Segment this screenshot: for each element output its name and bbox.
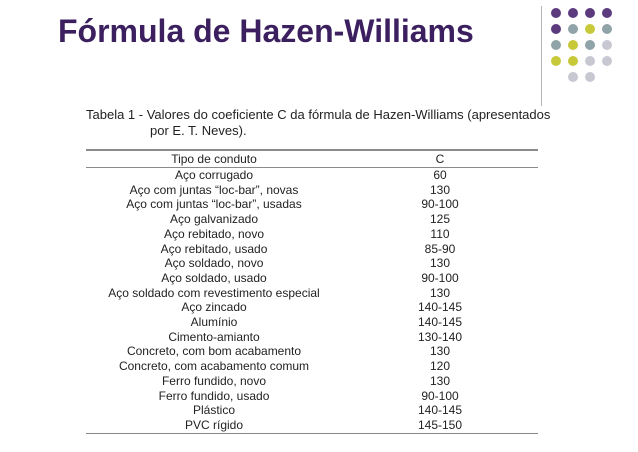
table-row (86, 197, 538, 212)
cell-c-value: 145-150 (342, 418, 538, 433)
table-row (86, 374, 538, 389)
decorative-dot (602, 40, 612, 50)
table-row (86, 359, 538, 374)
decorative-dot (585, 72, 595, 82)
table-row (86, 183, 538, 198)
table-caption-line-2: por E. T. Neves). (150, 123, 247, 138)
cell-tipo-de-conduto: Aço com juntas “loc-bar”, novas (129, 182, 299, 197)
table-row (86, 256, 538, 271)
cell-c-value: 120 (429, 359, 451, 374)
decorative-dot (568, 72, 578, 82)
cell-tipo-de-conduto: Concreto, com acabamento comum (118, 359, 310, 374)
decorative-dot (568, 40, 578, 50)
cell-tipo-de-conduto: PVC rígido (86, 418, 342, 433)
decorative-dot (551, 24, 561, 34)
decorative-dot (551, 8, 561, 18)
cell-c-value: 85-90 (424, 241, 456, 256)
cell-tipo-de-conduto: Aço corrugado (174, 168, 254, 182)
table-row (86, 418, 538, 433)
cell-tipo-de-conduto: Plástico (192, 403, 236, 418)
decorative-dot (585, 40, 595, 50)
cell-tipo-de-conduto: Aço rebitado, usado (160, 241, 268, 256)
cell-tipo-de-conduto: Aço rebitado, novo (163, 226, 265, 241)
table-row (86, 344, 538, 359)
decorative-dot (551, 56, 561, 66)
cell-c-value: 60 (433, 168, 447, 182)
cell-c-value: 130 (429, 373, 451, 388)
cell-c-value: 130 (429, 344, 451, 359)
cell-c-value: 130 (429, 182, 451, 197)
cell-tipo-de-conduto: Ferro fundido, usado (158, 388, 270, 403)
cell-tipo-de-conduto: Aço soldado com revestimento especial (108, 285, 320, 300)
cell-c-value: 130-140 (417, 329, 463, 344)
decorative-dot (585, 24, 595, 34)
cell-tipo-de-conduto: Aço zincado (181, 300, 247, 315)
hazen-williams-coefficient-table (86, 149, 538, 434)
cell-c-value: 130 (429, 256, 451, 271)
cell-c-value: 90-100 (421, 270, 459, 285)
cell-tipo-de-conduto: Aço galvanizado (169, 212, 259, 227)
cell-tipo-de-conduto: Aço soldado, usado (161, 270, 267, 285)
table-caption-line-1: Tabela 1 - Valores do coeficiente C da fórmula de Hazen-Williams (apresentados (86, 107, 551, 122)
decorative-dot (568, 24, 578, 34)
cell-tipo-de-conduto: Aço soldado, novo (164, 256, 264, 271)
table-row (86, 300, 538, 315)
decorative-dot (568, 56, 578, 66)
header-tipo-de-conduto: Tipo de conduto (86, 150, 342, 168)
cell-tipo-de-conduto: Alumínio (190, 315, 238, 330)
decorative-dot (602, 56, 612, 66)
decorative-dot (551, 40, 561, 50)
table-header-row (86, 150, 538, 168)
cell-c-value: 140-145 (417, 300, 463, 315)
table-caption (86, 107, 551, 139)
table-row (86, 330, 538, 345)
decorative-dot (585, 56, 595, 66)
cell-c-value: 110 (430, 226, 450, 241)
decorative-dot (568, 8, 578, 18)
table-row (86, 389, 538, 404)
decorative-dot-grid (551, 8, 612, 82)
table-row (86, 168, 538, 183)
table-row (86, 212, 538, 227)
cell-c-value: 140-145 (417, 315, 463, 330)
decorative-dot (585, 8, 595, 18)
cell-c-value: 90-100 (421, 388, 459, 403)
table-row (86, 242, 538, 257)
cell-tipo-de-conduto: Concreto, com bom acabamento (126, 344, 302, 359)
table-row (86, 315, 538, 330)
cell-c-value: 140-145 (417, 403, 463, 418)
vertical-divider (541, 6, 542, 106)
table-row (86, 227, 538, 242)
cell-c-value: 90-100 (421, 197, 459, 212)
decorative-dot (602, 24, 612, 34)
decorative-dot (551, 72, 561, 82)
cell-c-value: 130 (429, 285, 451, 300)
cell-c-value: 125 (429, 212, 451, 227)
decorative-dot (602, 72, 612, 82)
header-c: C (342, 150, 538, 168)
decorative-dot (602, 8, 612, 18)
table-row (86, 403, 538, 418)
cell-tipo-de-conduto: Ferro fundido, novo (161, 373, 267, 388)
cell-tipo-de-conduto: Cimento-amianto (168, 329, 260, 344)
slide-title: Fórmula de Hazen-Williams (58, 13, 474, 49)
cell-tipo-de-conduto: Aço com juntas “loc-bar”, usadas (126, 197, 302, 212)
table-row (86, 286, 538, 301)
table-row (86, 271, 538, 286)
